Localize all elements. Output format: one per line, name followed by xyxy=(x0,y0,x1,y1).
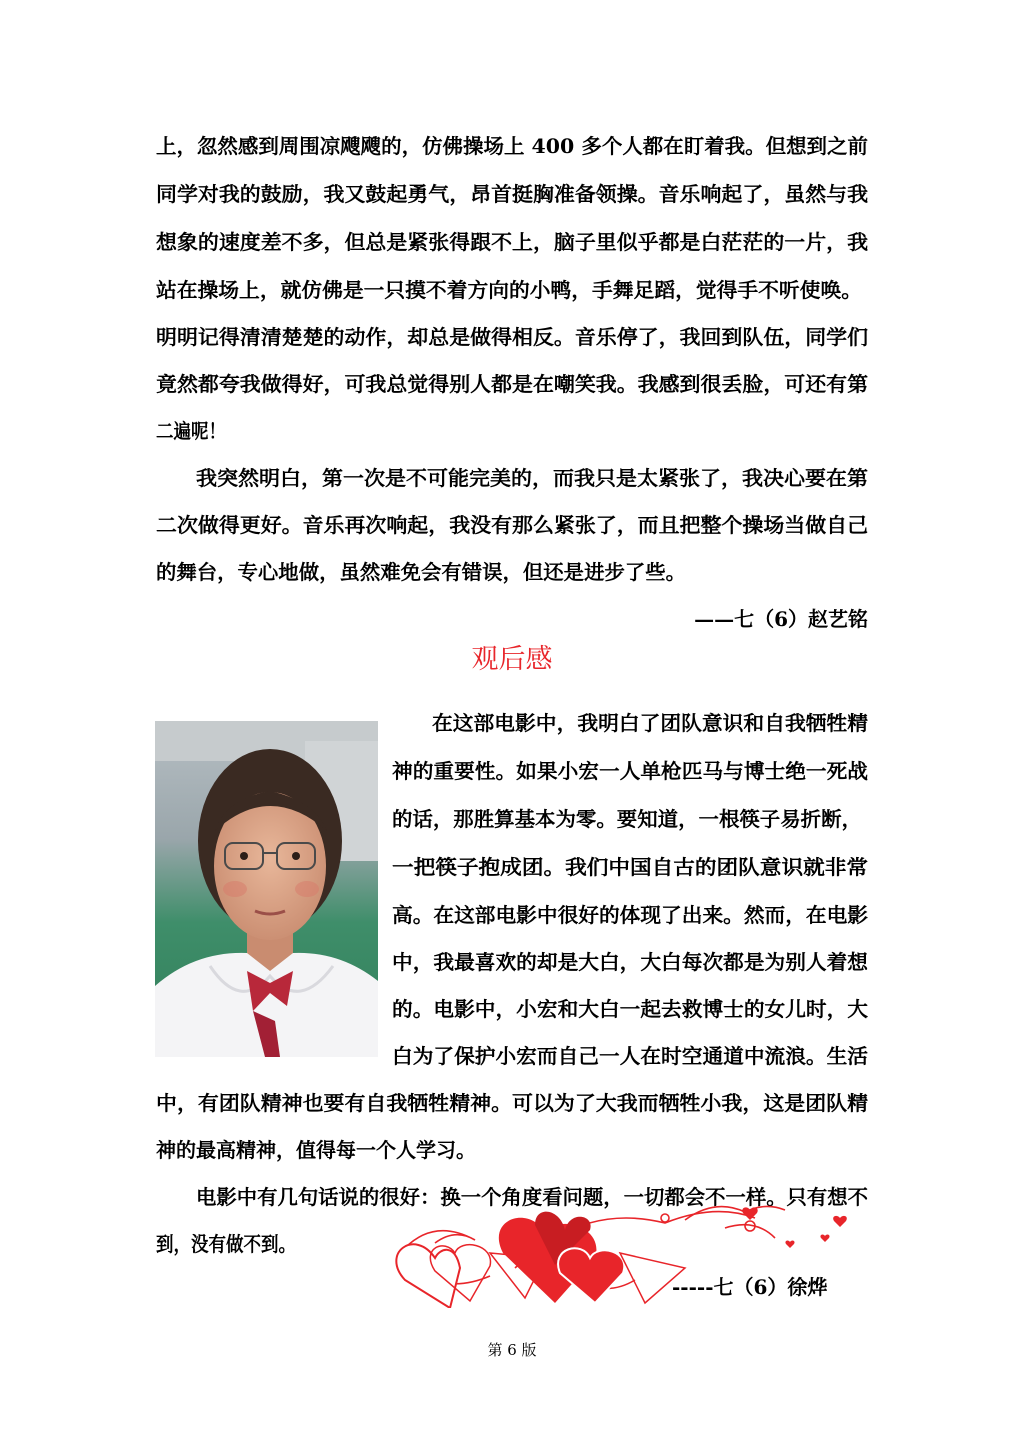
page-number: 第 6 版 xyxy=(487,1341,537,1359)
story-line: 二次做得更好。音乐再次响起，我没有那么紧张了，而且把整个操场当做自己 xyxy=(156,513,869,537)
review-line: 电影中有几句话说的很好：换一个角度看问题，一切都会不一样。只有想不 xyxy=(196,1185,869,1209)
story-line: 我突然明白，第一次是不可能完美的，而我只是太紧张了，我决心要在第 xyxy=(196,466,868,490)
story-line: 站在操场上，就仿佛是一只摸不着方向的小鸭，手舞足蹈，觉得手不听使唤。 xyxy=(156,278,862,302)
story-line: 同学对我的鼓励，我又鼓起勇气，昂首挺胸准备领操。音乐响起了，虽然与我 xyxy=(156,182,869,206)
review-line: 中，我最喜欢的却是大白，大白每次都是为别人着想 xyxy=(392,950,869,974)
review-signature: -----七（6）徐烨 xyxy=(672,1275,828,1299)
review-line: 中，有团队精神也要有自我牺牲精神。可以为了大我而牺牲小我，这是团队精 xyxy=(156,1091,869,1115)
story-line: 的舞台，专心地做，虽然难免会有错误，但还是进步了些。 xyxy=(156,560,686,584)
story-line: 竟然都夸我做得好，可我总觉得别人都是在嘲笑我。我感到很丢脸，可还有第 xyxy=(156,372,869,396)
story-line: 想象的速度差不多，但总是紧张得跟不上，脑子里似乎都是白茫茫的一片，我 xyxy=(156,230,869,254)
review-line: 白为了保护小宏而自己一人在时空通道中流浪。生活 xyxy=(392,1044,869,1068)
story-line: 二遍呢！ xyxy=(156,419,226,443)
review-line: 一把筷子抱成团。我们中国自古的团队意识就非常 xyxy=(392,855,868,879)
review-line: 神的最高精神，值得每一个人学习。 xyxy=(156,1138,476,1162)
section-title: 观后感 xyxy=(471,644,553,675)
review-line: 的话，那胜算基本为零。要知道，一根筷子易折断， xyxy=(392,807,862,831)
story-line: 明明记得清清楚楚的动作，却总是做得相反。音乐停了，我回到队伍，同学们 xyxy=(156,325,869,349)
review-line: 的。电影中，小宏和大白一起去救博士的女儿时，大 xyxy=(392,997,869,1021)
story-line: 上，忽然感到周围凉飕飕的，仿佛操场上 400 多个人都在盯着我。但想到之前 xyxy=(156,134,868,158)
story-signature: ——七（6）赵艺铭 xyxy=(694,607,868,631)
review-line: 到，没有做不到。 xyxy=(156,1232,296,1256)
review-line: 在这部电影中，我明白了团队意识和自我牺牲精 xyxy=(432,711,869,735)
review-line: 神的重要性。如果小宏一人单枪匹马与博士绝一死战 xyxy=(392,759,869,783)
student-photo xyxy=(155,721,378,1057)
review-line: 高。在这部电影中很好的体现了出来。然而，在电影 xyxy=(392,903,869,927)
